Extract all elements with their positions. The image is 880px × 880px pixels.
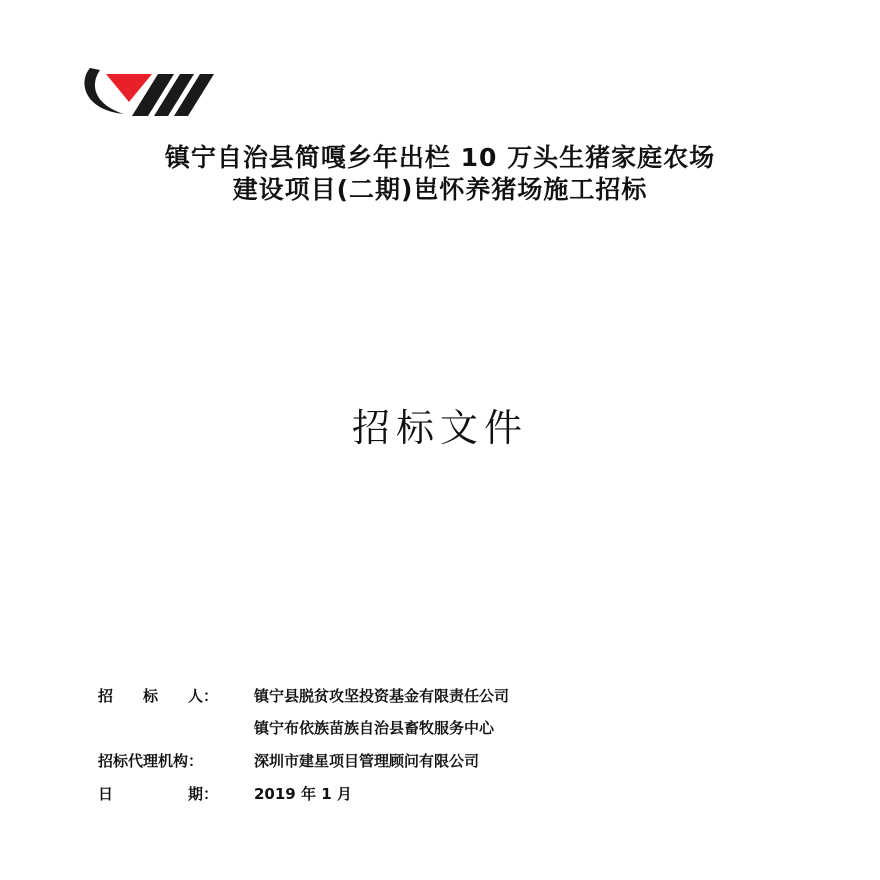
tenderer-label: 招 标 人： bbox=[98, 687, 219, 705]
date-row bbox=[98, 784, 352, 804]
company-logo-icon bbox=[78, 60, 228, 120]
document-type-heading: 招标文件 bbox=[351, 406, 528, 450]
tenderer-value-2: 镇宁布依族苗族自治县畜牧服务中心 bbox=[254, 719, 495, 737]
tenderer-row-2 bbox=[98, 718, 494, 738]
agency-row bbox=[98, 751, 479, 771]
project-title-line-2: 建设项目(二期)岜怀养猪场施工招标 bbox=[232, 175, 648, 204]
date-value: 2019 年 1 月 bbox=[254, 785, 352, 803]
agency-label: 招标代理机构： bbox=[98, 752, 204, 770]
tenderer-value-1: 镇宁县脱贫攻坚投资基金有限责任公司 bbox=[254, 687, 510, 705]
date-label: 日 期： bbox=[98, 785, 219, 803]
agency-value: 深圳市建星项目管理顾问有限公司 bbox=[254, 752, 480, 770]
company-logo bbox=[78, 60, 228, 120]
project-title-line-1: 镇宁自治县简嘎乡年出栏 10 万头生猪家庭农场 bbox=[164, 143, 716, 172]
tenderer-row bbox=[98, 686, 509, 706]
